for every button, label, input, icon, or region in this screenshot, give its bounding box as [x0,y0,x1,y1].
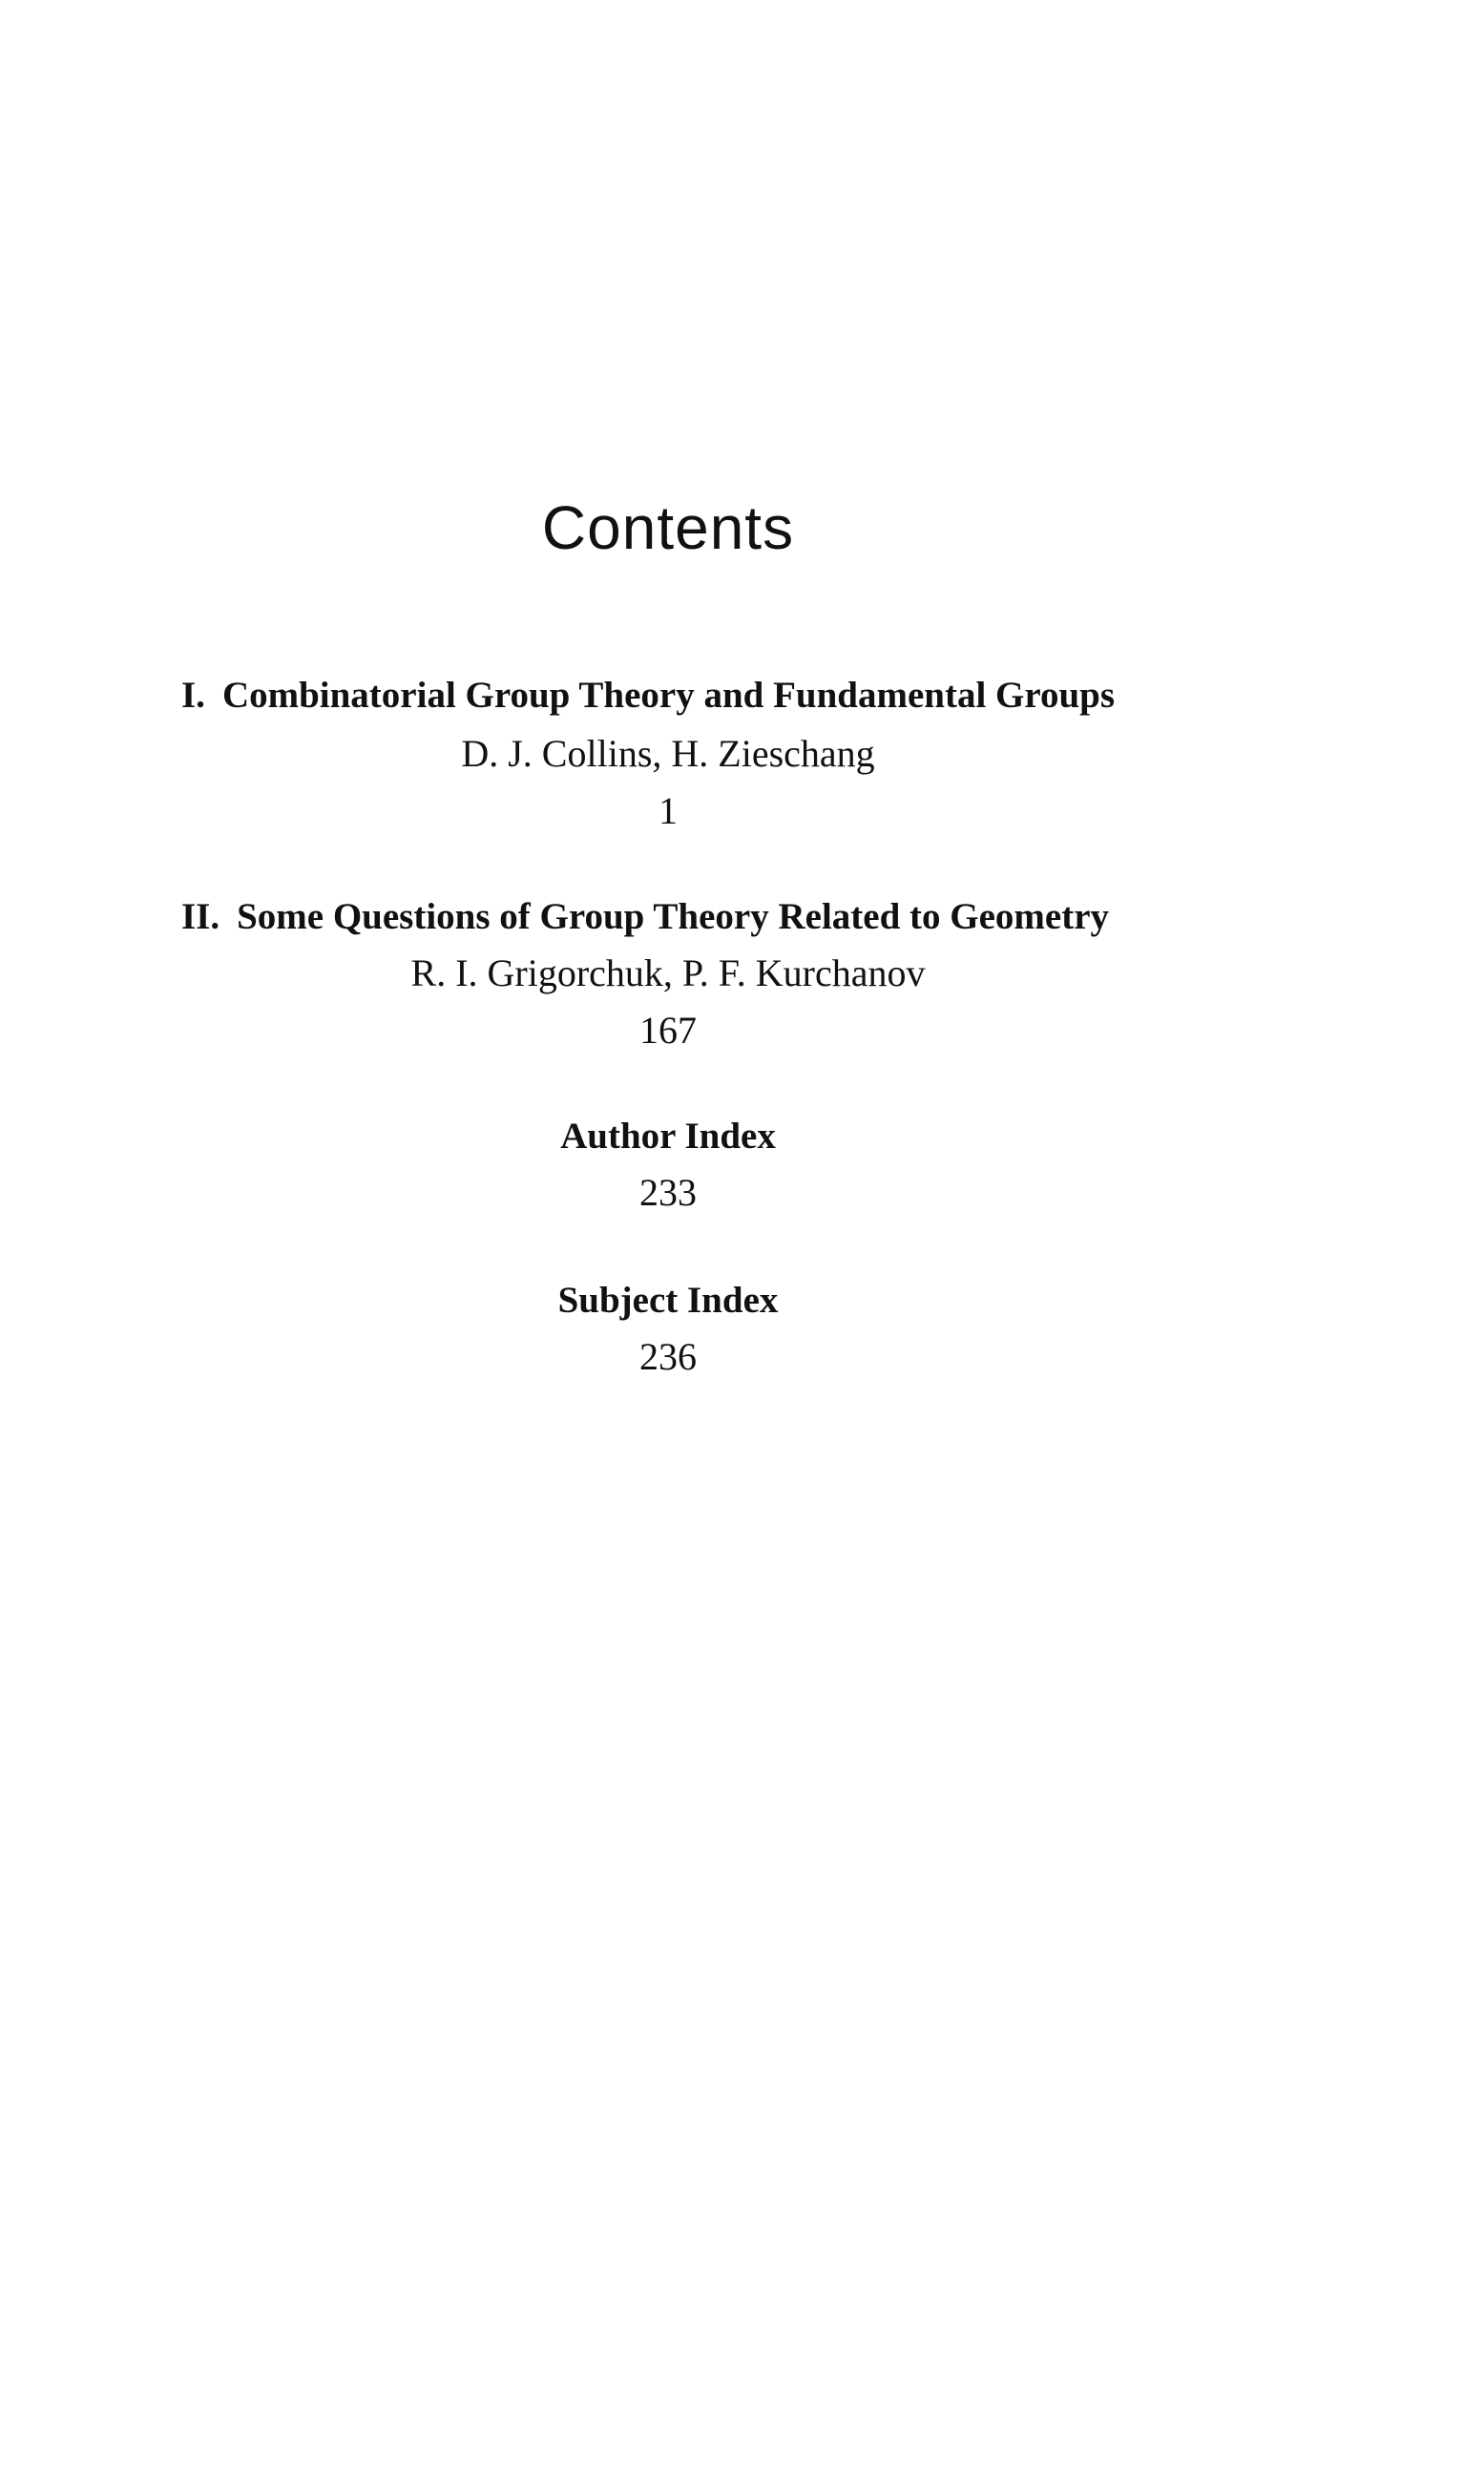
toc-entry-numeral: II. [181,896,220,937]
toc-entry-title: Some Questions of Group Theory Related to Geometry [237,896,1110,937]
toc-entry-authors: R. I. Grigorchuk, P. F. Kurchanov [410,951,926,994]
toc-entry-numeral: I. [181,675,205,716]
toc-entry-page: 167 [639,1009,697,1052]
toc-entry-heading [181,897,1109,938]
toc-entry-page: 1 [658,789,678,832]
page-title: Contents [541,493,795,562]
index-heading-subject: Subject Index [557,1280,779,1321]
toc-entry-authors: D. J. Collins, H. Zieschang [461,732,875,775]
index-page-author: 233 [639,1171,697,1214]
toc-entry-title: Combinatorial Group Theory and Fundamental Groups [221,675,1116,716]
index-page-subject: 236 [639,1335,697,1378]
toc-entry-heading [181,676,1115,717]
index-heading-author: Author Index [560,1116,776,1157]
